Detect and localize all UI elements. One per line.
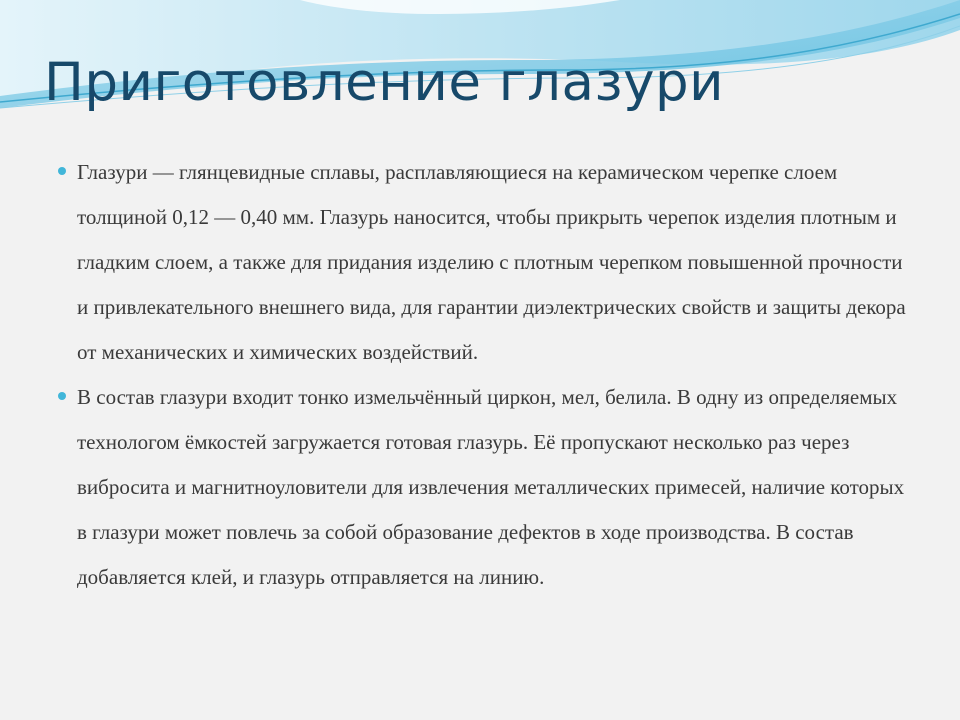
bullet-dot-icon <box>58 392 66 400</box>
bullet-text: В состав глазури входит тонко измельчённый циркон, мел, белила. В одну из определяемых технологом ёмкостей загружается готовая глазурь. Её пропускают несколько раз через вибросита и магнитноуловители для извлечения металлических примесей, наличие которых в глазури может повлечь за собой образование дефектов в ходе производства. В состав добавляется клей, и глазурь отправляется на линию. <box>77 385 905 589</box>
bullet-item <box>58 375 906 600</box>
bullet-item <box>58 150 906 375</box>
slide-title: Приготовление глазури <box>44 52 725 113</box>
bullet-list <box>58 150 906 600</box>
bullet-text: Глазури — глянцевидные сплавы, расплавляющиеся на керамическом черепке слоем толщиной 0,12 — 0,40 мм. Глазурь наносится, чтобы прикрыть черепок изделия плотным и гладким слоем, а также для придания изделию с плотным черепком повышенной прочности и привлекательного внешнего вида, для гарантии диэлектрических свойств и защиты декора от механических и химических воздействий. <box>77 160 906 364</box>
bullet-dot-icon <box>58 167 66 175</box>
